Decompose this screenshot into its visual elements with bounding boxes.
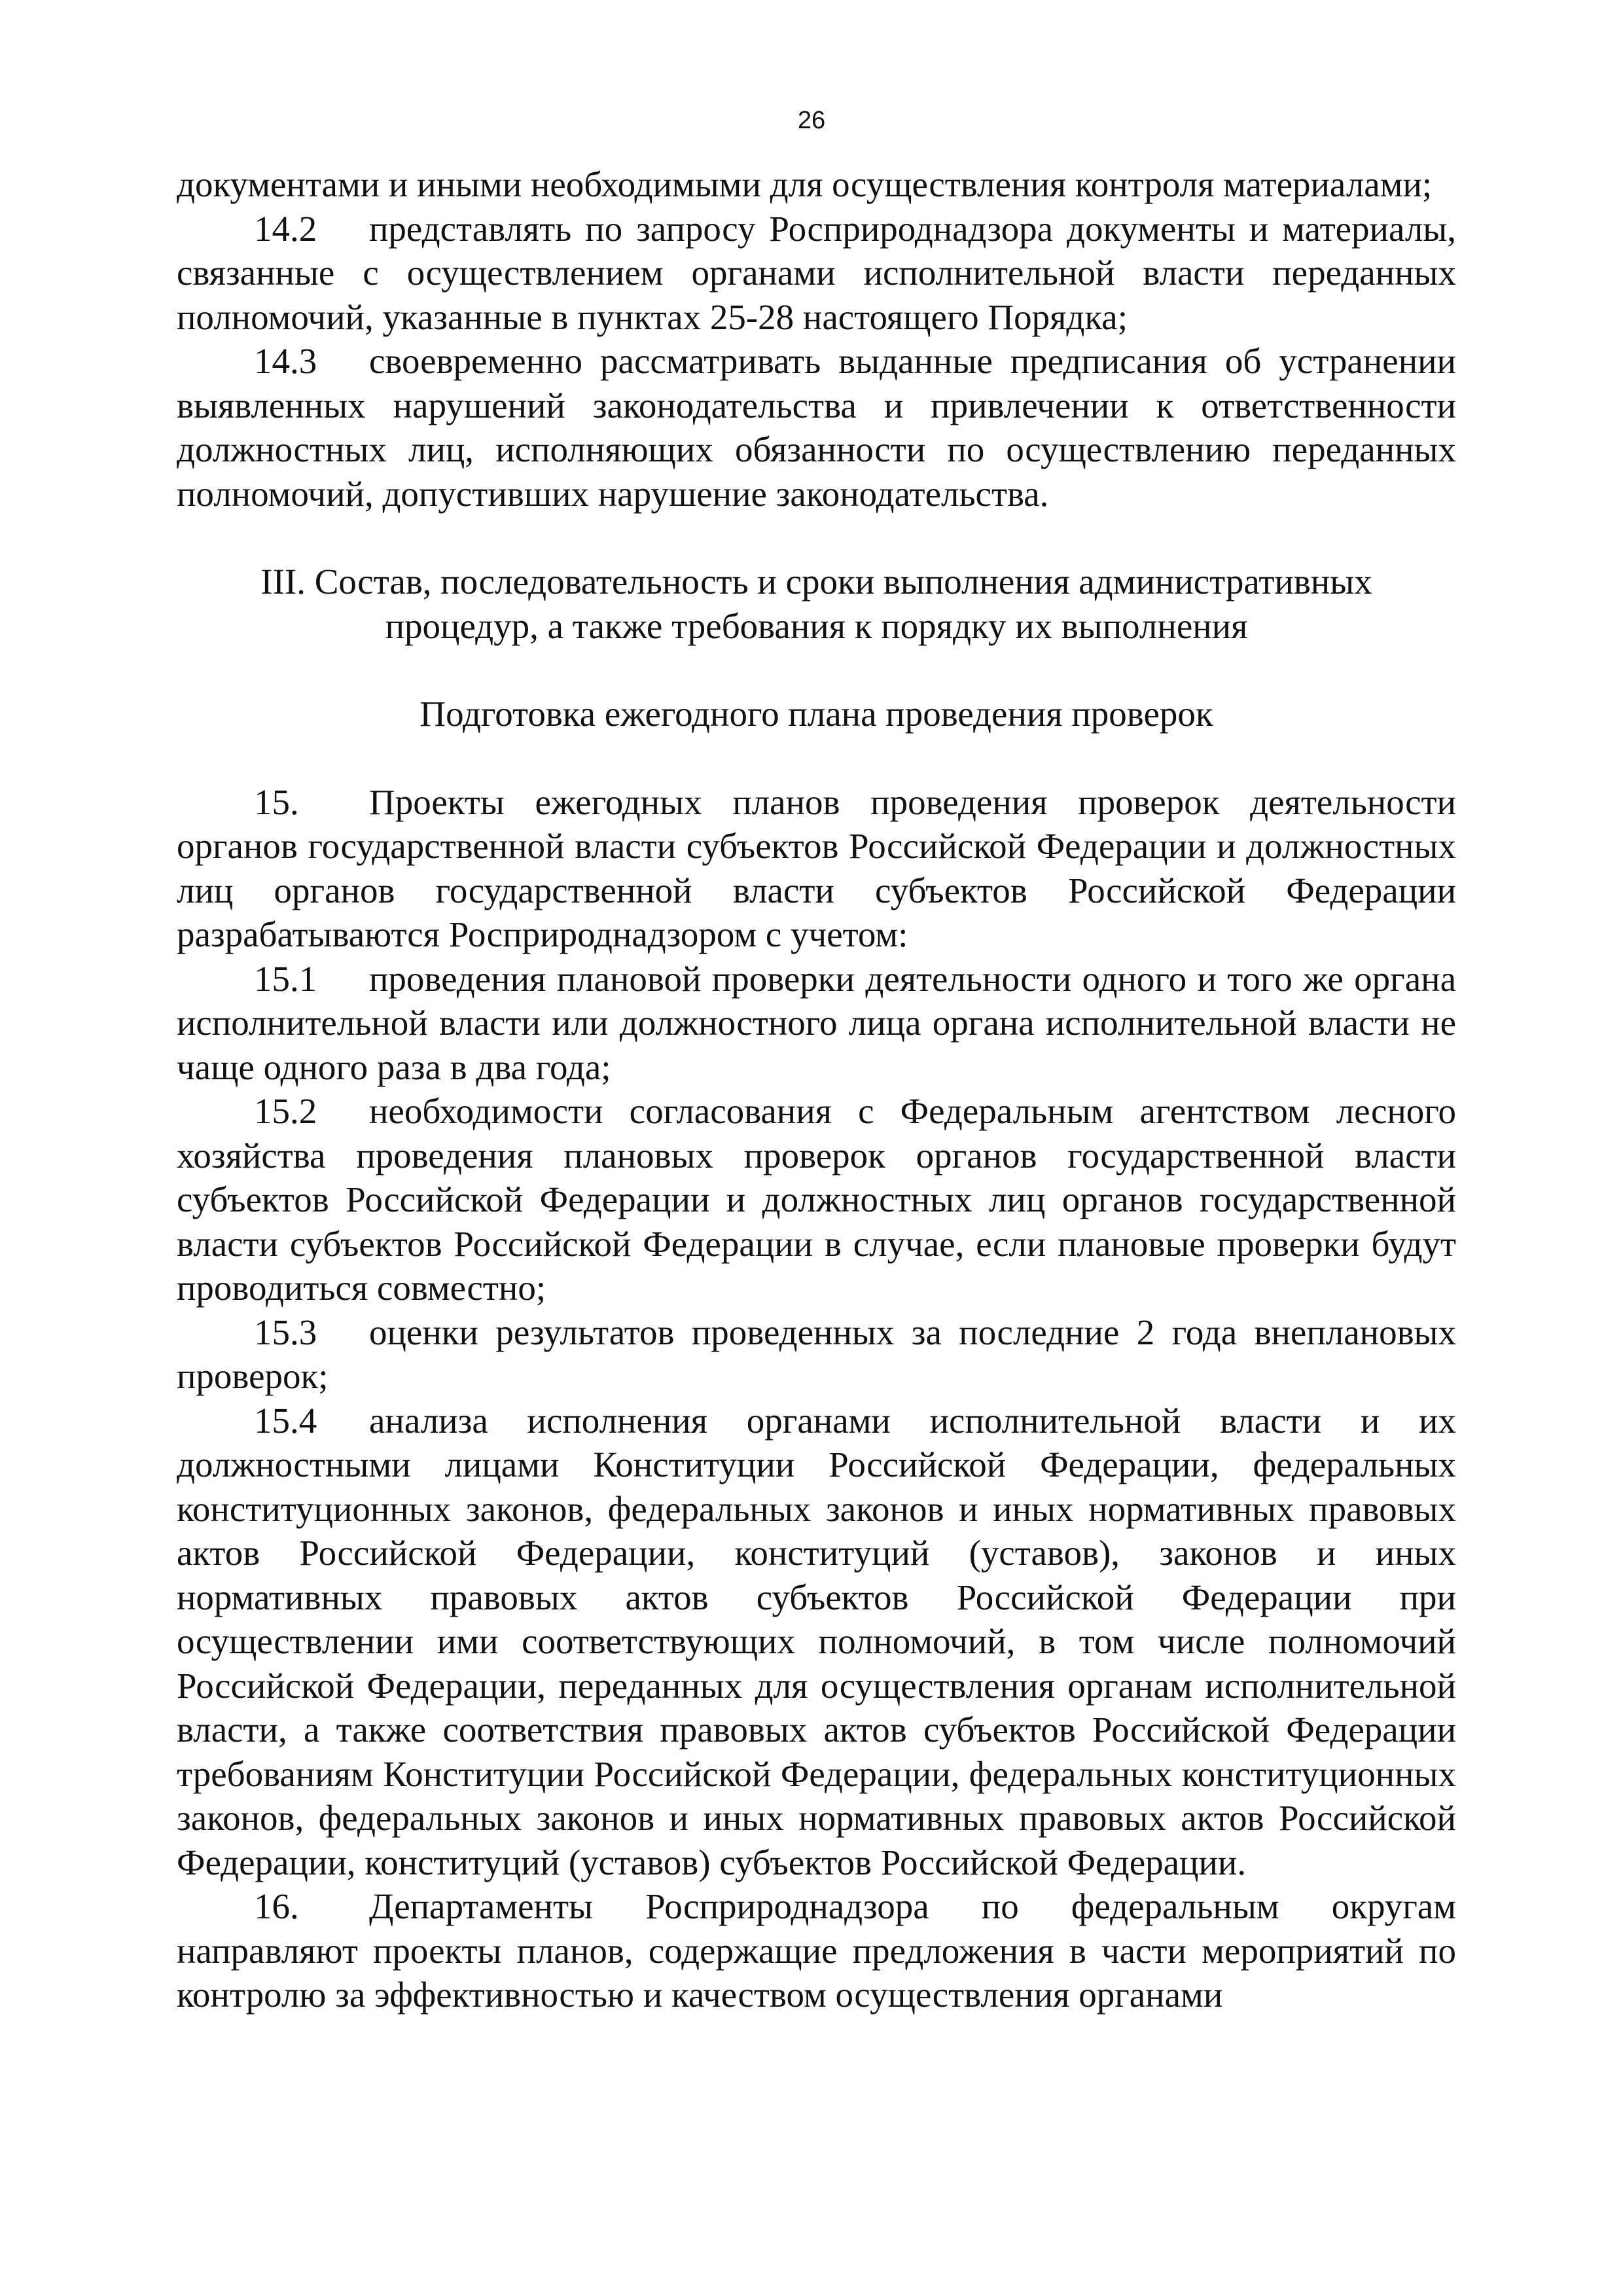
paragraph-15-2 [177, 1089, 1456, 1310]
paragraph-text: анализа исполнения органами исполнительной власти и их должностными лицами Конституции Российской Федерации, федеральных конституционных законов, федеральных законов и иных нормативных правовых актов Российской Федерации, конституций (уставов), законов и иных нормативных правовых актов субъектов Российской Федерации при осуществлении ими соответствующих полномочий, в том числе полномочий Российской Федерации, переданных для осуществления органам исполнительной власти, а также соответствия правовых актов субъектов Российской Федерации требованиям Конституции Российской Федерации, федеральных конституционных законов, федеральных законов и иных нормативных правовых актов Российской Федерации, конституций (уставов) субъектов Российской Федерации. [177, 1400, 1456, 1882]
subsection-heading: Подготовка ежегодного плана проведения проверок [419, 694, 1213, 734]
paragraph-number: 15.2 [254, 1091, 317, 1131]
paragraph-15-4 [177, 1399, 1456, 1885]
paragraph-number: 15.1 [254, 958, 317, 999]
paragraph-text: своевременно рассматривать выданные предписания об устранении выявленных нарушений законодательства и привлечении к ответственности должностных лиц, исполняющих обязанности по осуществлению переданных полномочий, допустивших нарушение законодательства. [177, 341, 1456, 514]
document-body [177, 162, 1456, 2017]
paragraph-text: проведения плановой проверки деятельности одного и того же органа исполнительной власти или должностного лица органа исполнительной власти не чаще одного раза в два года; [177, 958, 1456, 1087]
paragraph-text: Департаменты Росприроднадзора по федеральным округам направляют проекты планов, содержащие предложения в части мероприятий по контролю за эффективностью и качеством осуществления органами [177, 1886, 1456, 2015]
carryover-paragraph: документами и иными необходимыми для осуществления контроля материалами; [177, 164, 1433, 204]
paragraph-number: 15.3 [254, 1312, 317, 1352]
paragraph-15-3 [177, 1310, 1456, 1399]
section-heading [177, 560, 1456, 648]
section-heading-line-1: III. Состав, последовательность и сроки выполнения административных [260, 562, 1372, 601]
paragraph-text: Проекты ежегодных планов проведения проверок деятельности органов государственной власти субъектов Российской Федерации и должностных лиц органов государственной власти субъектов Российской Федерации разрабатываются Росприроднадзором с учетом: [177, 781, 1456, 954]
paragraph-number: 15. [254, 781, 299, 822]
paragraph-15 [177, 780, 1456, 957]
paragraph-16 [177, 1884, 1456, 2017]
paragraph-number: 14.3 [254, 341, 317, 381]
paragraph-number: 15.4 [254, 1400, 317, 1441]
paragraph-number: 16. [254, 1886, 299, 1926]
page-number: 26 [797, 107, 826, 134]
paragraph-14-3 [177, 339, 1456, 516]
paragraph-number: 14.2 [254, 208, 317, 249]
paragraph-15-1 [177, 957, 1456, 1090]
paragraph-14-2 [177, 207, 1456, 340]
paragraph-text: оценки результатов проведенных за последние 2 года внеплановых проверок; [177, 1312, 1456, 1396]
section-heading-line-2: процедур, а также требования к порядку их выполнения [385, 605, 1248, 646]
paragraph-text: представлять по запросу Росприроднадзора документы и материалы, связанные с осуществлением органами исполнительной власти переданных полномочий, указанные в пунктах 25-28 настоящего Порядка; [177, 208, 1456, 337]
paragraph-text: необходимости согласования с Федеральным агентством лесного хозяйства проведения плановых проверок органов государственной власти субъектов Российской Федерации и должностных лиц органов государственной власти субъектов Российской Федерации в случае, если плановые проверки будут проводиться совместно; [177, 1091, 1456, 1308]
